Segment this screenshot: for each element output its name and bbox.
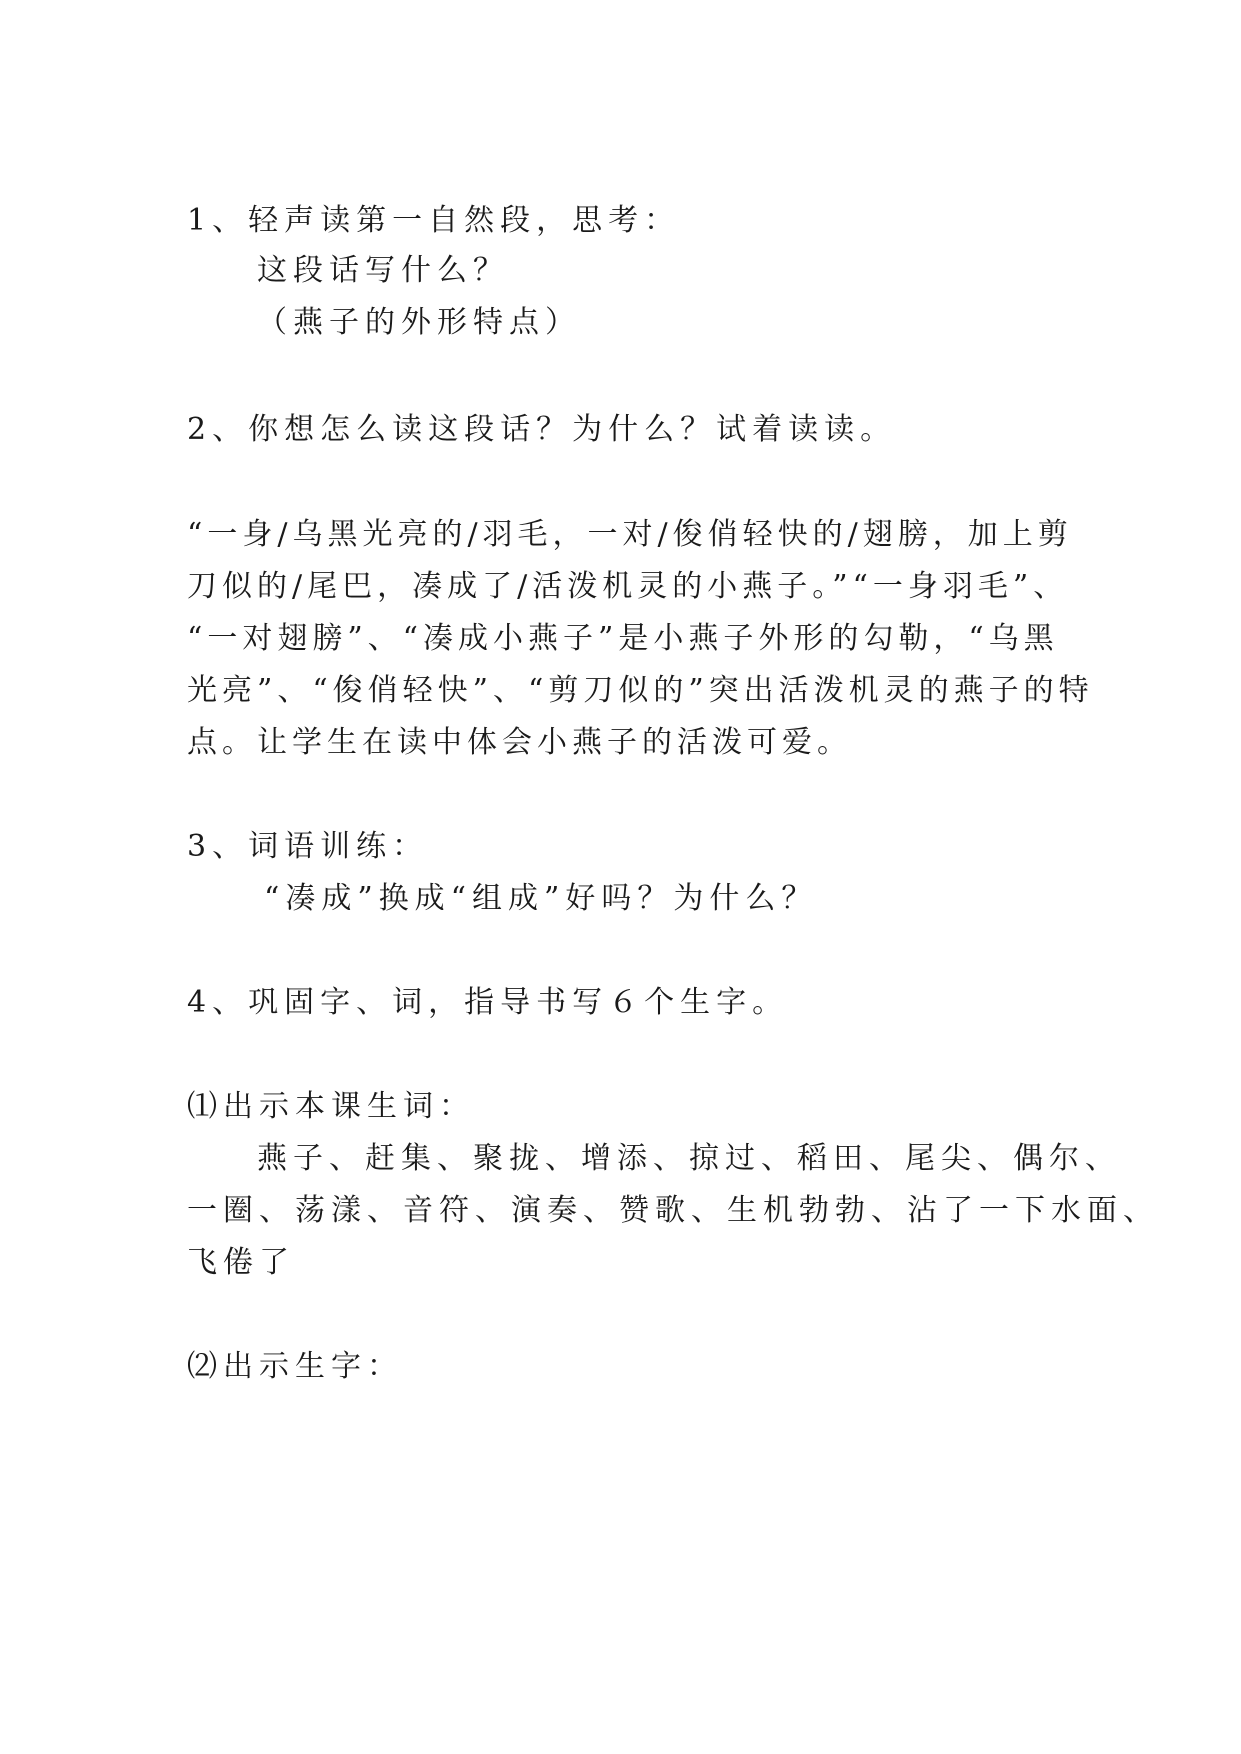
analysis-line: “一身/乌黑光亮的/羽毛，一对/俊俏轻快的/翅膀，加上剪 [187, 517, 1073, 552]
section2-heading: 2、你想怎么读这段话？为什么？试着读读。 [187, 412, 897, 447]
section1-answer: （燕子的外形特点） [257, 305, 581, 340]
section4-heading: 4、巩固字、词，指导书写６个生字。 [187, 985, 789, 1020]
analysis-line: “一对翅膀”、“凑成小燕子”是小燕子外形的勾勒，“乌黑 [187, 621, 1059, 656]
section1-heading: 1、轻声读第一自然段，思考： [187, 203, 681, 238]
section1-question: 这段话写什么？ [257, 253, 509, 288]
analysis-line: 点。让学生在读中体会小燕子的活泼可爱。 [187, 725, 852, 760]
section3-heading: 3、词语训练： [187, 829, 429, 864]
vocab-line: 飞倦了 [187, 1245, 295, 1280]
vocab-line: 燕子、赶集、聚拢、增添、掠过、稻田、尾尖、偶尔、 [257, 1141, 1121, 1176]
section3-question: “凑成”换成“组成”好吗？为什么？ [264, 881, 818, 916]
sub2-heading: ⑵出示生字： [187, 1349, 403, 1384]
analysis-line: 光亮”、“俊俏轻快”、“剪刀似的”突出活泼机灵的燕子的特 [187, 673, 1094, 708]
vocab-line: 一圈、荡漾、音符、演奏、赞歌、生机勃勃、沾了一下水面、 [187, 1193, 1159, 1228]
analysis-line: 刀似的/尾巴，凑成了/活泼机灵的小燕子。”“一身羽毛”、 [187, 569, 1069, 604]
sub1-heading: ⑴出示本课生词： [187, 1089, 475, 1124]
